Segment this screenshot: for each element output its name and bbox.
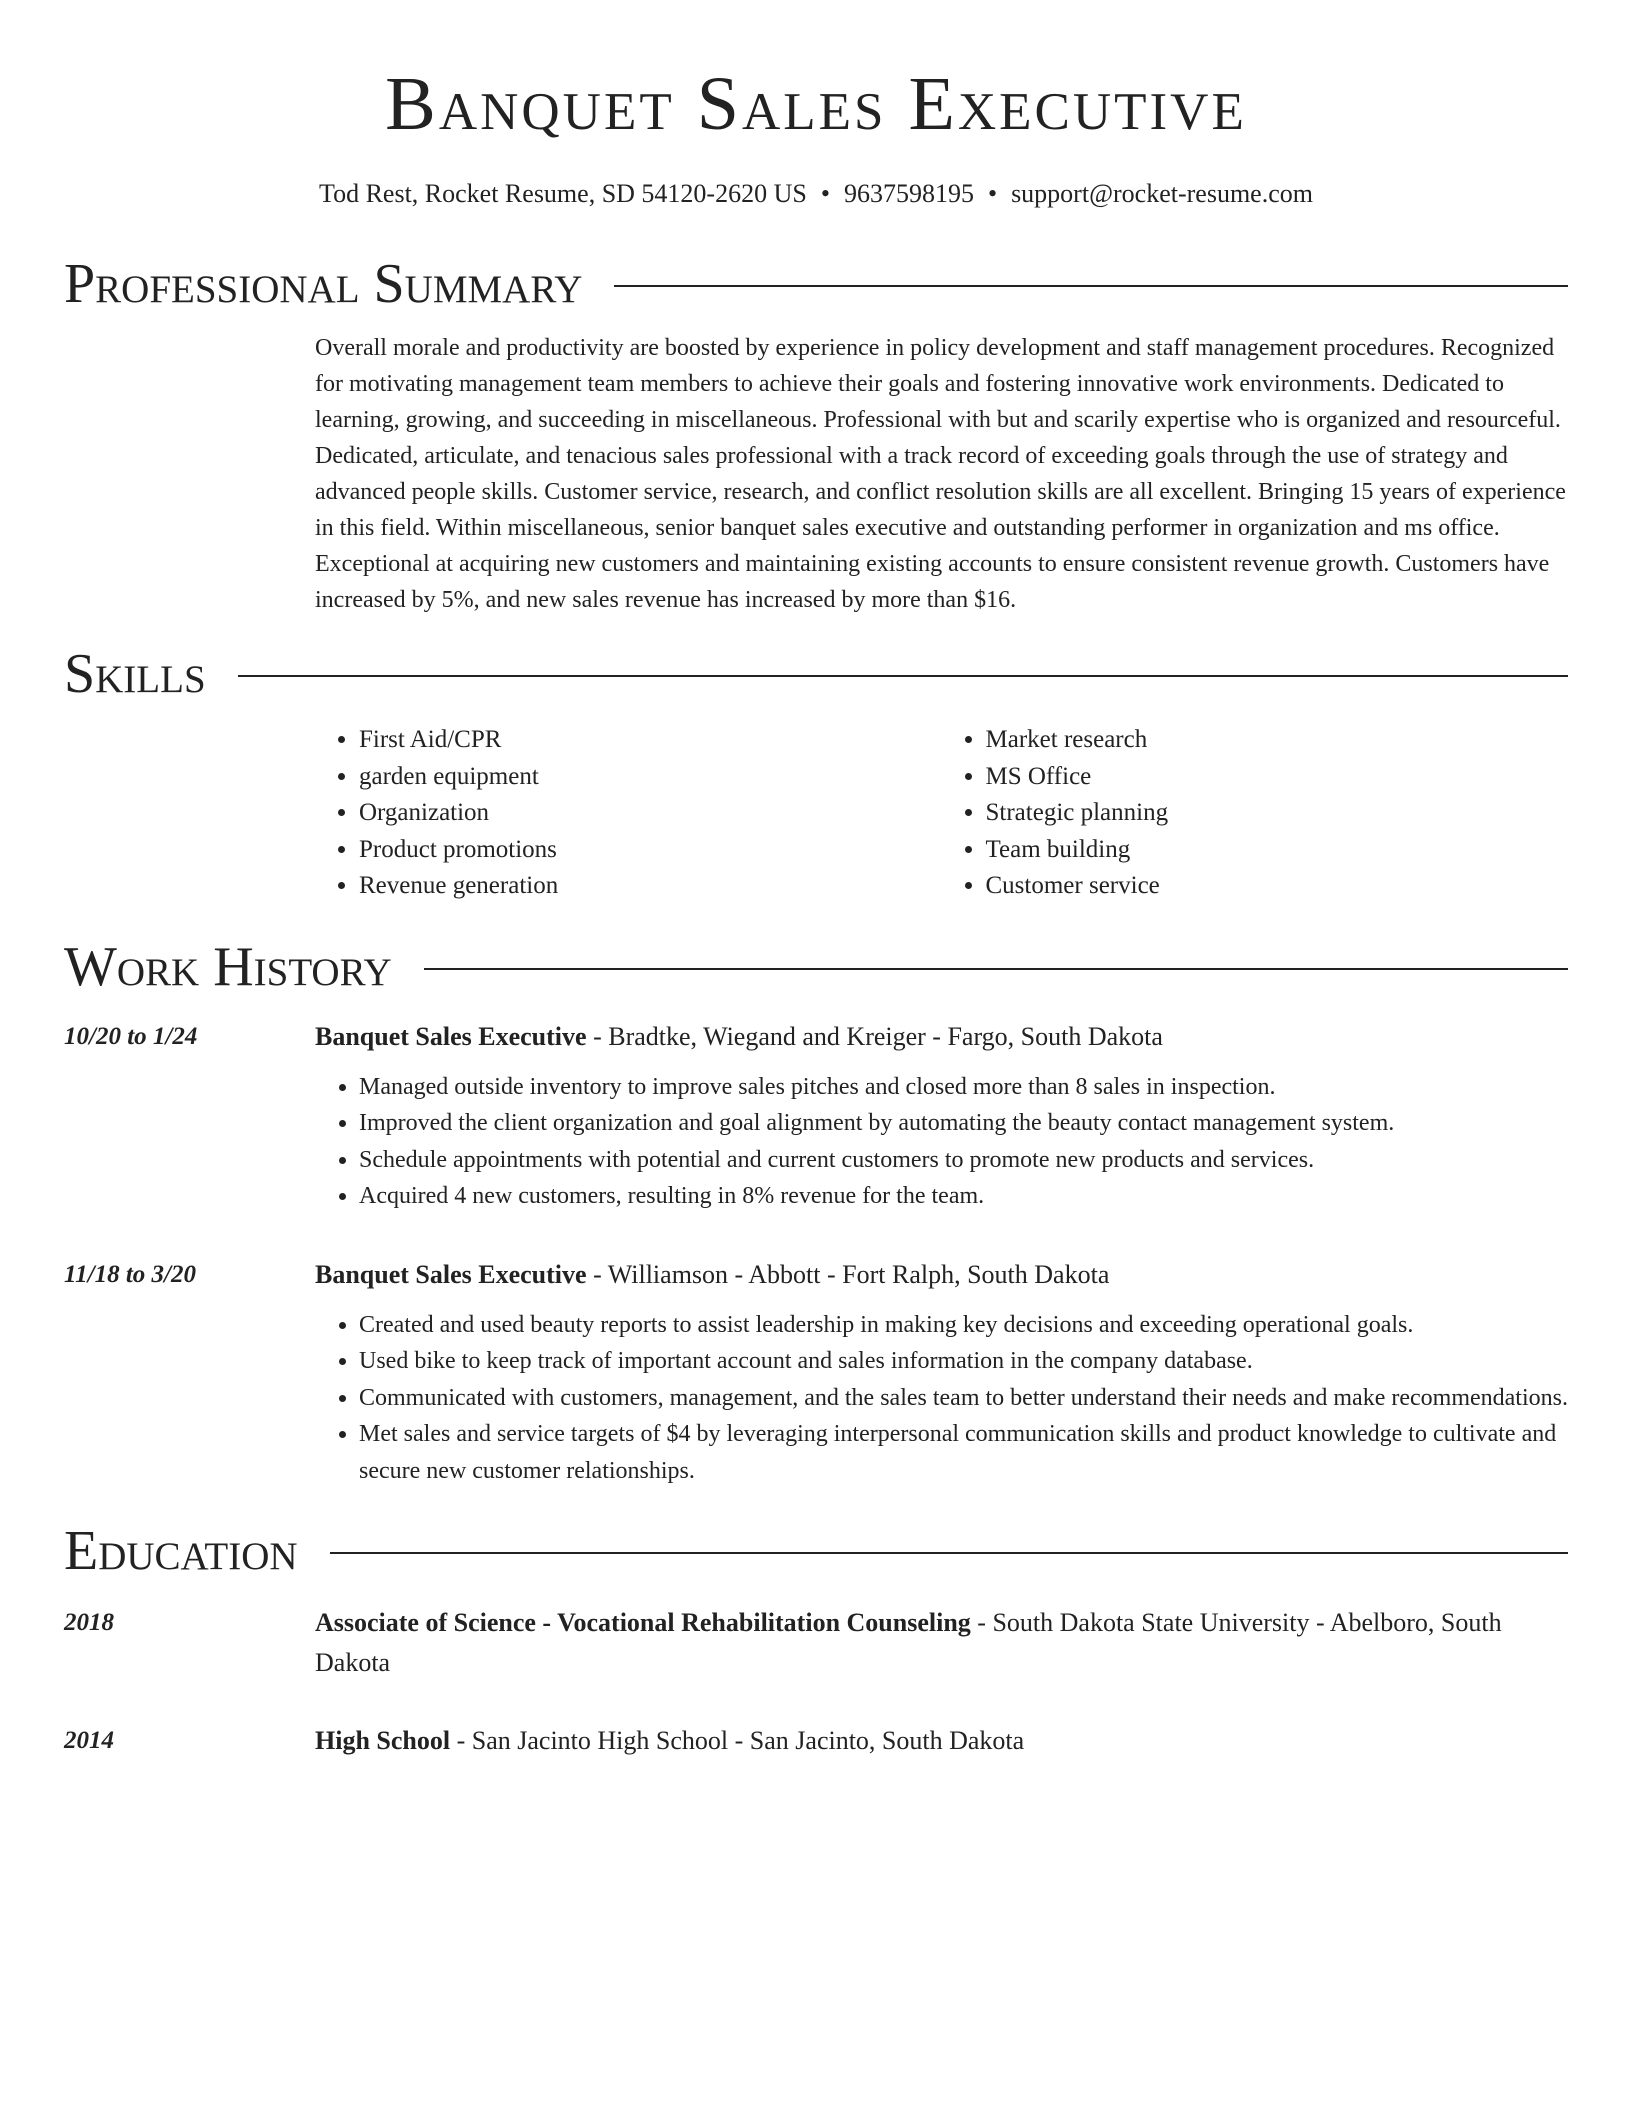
job-employer-location: - Williamson - Abbott - Fort Ralph, South Dakota (586, 1259, 1110, 1289)
job-bullet: • Improved the client organization and goal alignment by automating the beauty contact management system. (359, 1105, 1568, 1142)
section-divider (614, 285, 1568, 287)
job-bullet: • Schedule appointments with potential and current customers to promote new products and services. (359, 1142, 1568, 1179)
work-entry-heading (315, 1017, 1568, 1057)
skill-item: • First Aid/CPR (359, 722, 942, 759)
section-divider (330, 1552, 1568, 1554)
skills-column-left (315, 722, 942, 905)
skill-item: • garden equipment (359, 759, 942, 796)
resume-name-title: Banquet Sales Executive (385, 62, 1247, 146)
education-entry (64, 1603, 1568, 1683)
education-entry-main (315, 1721, 1568, 1761)
education-entry-heading (315, 1603, 1568, 1683)
skills-section-body (315, 722, 1568, 905)
summary-section-header (64, 250, 1568, 318)
education-section-header (64, 1517, 1568, 1585)
skill-item: • Strategic planning (986, 795, 1569, 832)
work-section-title: Work History (64, 935, 392, 998)
skills-grid (315, 722, 1568, 905)
work-section-header (64, 933, 1568, 1001)
job-bullet-list (315, 1307, 1568, 1490)
skill-item: • MS Office (986, 759, 1569, 796)
work-entry (64, 1017, 1568, 1215)
skill-item: • Revenue generation (359, 868, 942, 905)
skills-column-right (942, 722, 1569, 905)
work-dates: 11/18 to 3/20 (64, 1260, 196, 1288)
work-entry-heading (315, 1255, 1568, 1295)
skills-section-header (64, 640, 1568, 708)
job-employer-location: - Bradtke, Wiegand and Kreiger - Fargo, South Dakota (586, 1021, 1163, 1051)
education-section-title: Education (64, 1520, 298, 1582)
job-position: Banquet Sales Executive (315, 1021, 587, 1051)
section-divider (424, 968, 1568, 970)
contact-line (64, 176, 1568, 212)
job-bullet-list (315, 1069, 1568, 1215)
work-dates: 10/20 to 1/24 (64, 1022, 198, 1050)
work-entry-main (315, 1255, 1568, 1490)
skills-section-title: Skills (64, 643, 206, 705)
school-location: - San Jacinto High School - San Jacinto, South Dakota (450, 1726, 1025, 1755)
job-bullet: • Created and used beauty reports to assist leadership in making key decisions and exceeding operational goals. (359, 1307, 1568, 1344)
skill-item: • Product promotions (359, 832, 942, 869)
job-bullet: • Managed outside inventory to improve sales pitches and closed more than 8 sales in inspection. (359, 1069, 1568, 1106)
contact-separator: • (987, 179, 998, 208)
contact-separator: • (820, 179, 830, 208)
summary-section-title: Professional Summary (64, 253, 583, 315)
job-bullet: • Used bike to keep track of important account and sales information in the company database. (359, 1343, 1568, 1380)
skill-item: • Team building (986, 832, 1569, 869)
school-location: - South Dakota State University - Abelboro, South Dakota (315, 1608, 1502, 1677)
skill-item: • Customer service (986, 868, 1569, 905)
education-year: 2018 (64, 1609, 114, 1636)
job-bullet: • Communicated with customers, management, and the sales team to better understand their needs and make recommendations. (359, 1380, 1568, 1417)
degree-name: High School (315, 1726, 451, 1755)
summary-section-body (315, 330, 1568, 618)
summary-text: Overall morale and productivity are boosted by experience in policy development and staff management procedures. Recognized for motivating management team members to achieve their goals and fostering innovative work environments. Dedicated to learning, growing, and succeeding in miscellaneous. Professional with but and scarily expertise who is organized and resourceful. Dedicated, articulate, and tenacious sales professional with a track record of exceeding goals through the use of strategy and advanced people skills. Customer service, research, and conflict resolution skills are all excellent. Bringing 15 years of experience in this field. Within miscellaneous, senior banquet sales executive and outstanding performer in organization and ms office. Exceptional at acquiring new customers and maintaining existing accounts to ensure consistent revenue growth. Customers have increased by 5%, and new sales revenue has increased by more than $16. (315, 335, 1566, 613)
education-entry (64, 1721, 1568, 1761)
education-entry-heading (315, 1721, 1568, 1761)
contact-address: Tod Rest, Rocket Resume, SD 54120-2620 US (319, 179, 807, 208)
job-bullet: • Met sales and service targets of $4 by leveraging interpersonal communication skills and product knowledge to cultivate and secure new customer relationships. (359, 1416, 1568, 1489)
skill-item: • Market research (986, 722, 1569, 759)
education-year: 2014 (64, 1727, 114, 1754)
work-entry (64, 1255, 1568, 1490)
work-entry-main (315, 1017, 1568, 1215)
section-divider (238, 675, 1568, 677)
job-bullet: • Acquired 4 new customers, resulting in 8% revenue for the team. (359, 1178, 1568, 1215)
education-entry-main (315, 1603, 1568, 1683)
job-position: Banquet Sales Executive (315, 1259, 587, 1289)
skill-item: • Organization (359, 795, 942, 832)
degree-name: Associate of Science - Vocational Rehabilitation Counseling (315, 1608, 971, 1637)
contact-phone: 9637598195 (843, 179, 974, 208)
contact-email: support@rocket-resume.com (1011, 179, 1313, 208)
